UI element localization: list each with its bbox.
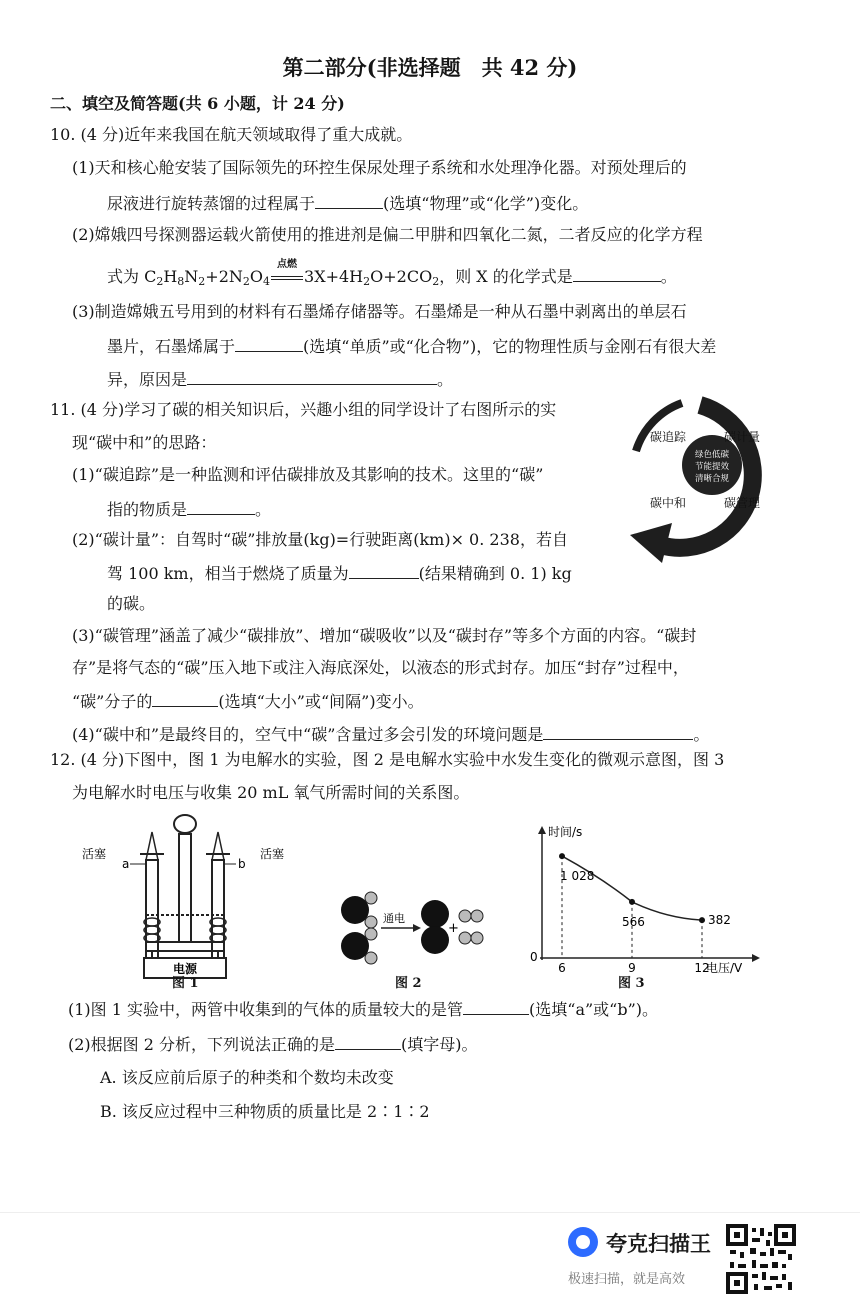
chemical-equation bbox=[107, 259, 677, 292]
eq-sub: 2 bbox=[198, 275, 206, 288]
eq-sub: 4 bbox=[263, 275, 271, 288]
plus-sign: + bbox=[448, 921, 459, 936]
eq-sub: 2 bbox=[156, 275, 164, 288]
reaction-condition: 点燃 bbox=[277, 259, 298, 270]
answer-blank[interactable] bbox=[235, 335, 303, 352]
eq-part: O bbox=[249, 267, 264, 286]
figure-1-electrolysis-apparatus bbox=[80, 810, 300, 990]
hydrogen-atom bbox=[471, 932, 483, 944]
center-text-1: 绿色低碳 bbox=[694, 450, 730, 460]
q10-p3-text-c: 异，原因是 bbox=[107, 370, 188, 389]
x-tick-label: 6 bbox=[558, 961, 566, 975]
center-text-2: 节能提效 bbox=[694, 462, 730, 472]
x-axis-arrow bbox=[752, 954, 760, 962]
q11-p4-text-b: 。 bbox=[693, 725, 710, 744]
funnel bbox=[174, 815, 196, 833]
tube-a-label: a bbox=[122, 857, 130, 871]
arrow-label: 通电 bbox=[383, 912, 405, 925]
page-title: 第二部分(非选择题 共 42 分) bbox=[282, 55, 578, 80]
hydrogen-atom bbox=[365, 928, 377, 940]
answer-blank[interactable] bbox=[349, 562, 419, 579]
q11-p2-text-a: 驾 100 km，相当于燃烧了质量为 bbox=[107, 564, 349, 583]
oxygen-atom bbox=[421, 900, 449, 928]
q11-p3-text-a: “碳”分子的 bbox=[72, 692, 153, 711]
answer-blank[interactable] bbox=[315, 192, 383, 209]
eq-sub: 8 bbox=[177, 275, 185, 288]
figure-1-caption: 图 1 bbox=[172, 976, 199, 991]
label-carbon-neutral: 碳中和 bbox=[650, 496, 687, 510]
oxygen-atom bbox=[341, 896, 369, 924]
stopcock-right-label: 活塞 bbox=[260, 847, 285, 861]
eq-part: 3X+4H bbox=[304, 267, 364, 286]
carbon-cycle-diagram bbox=[620, 395, 790, 565]
q11-p3-line1: (3)“碳管理”涵盖了减少“碳排放”、增加“碳吸收”以及“碳封存”等多个方面的内容。“碳封 bbox=[72, 626, 697, 645]
eq-sub: 2 bbox=[242, 275, 250, 288]
answer-blank[interactable] bbox=[187, 368, 437, 385]
center-text-3: 清晰合规 bbox=[694, 474, 730, 484]
middle-tube bbox=[179, 834, 191, 942]
eq-sub: 2 bbox=[432, 275, 440, 288]
q10-p1-line2 bbox=[107, 192, 588, 214]
q12-p2-text-b: (填字母)。 bbox=[401, 1035, 478, 1054]
option-a: A. 该反应前后原子的种类和个数均未改变 bbox=[100, 1068, 394, 1087]
q11-stem-line1: 11. (4 分)学习了碳的相关知识后，兴趣小组的同学设计了右图所示的实 bbox=[50, 400, 557, 419]
q11-p4-line1 bbox=[72, 723, 709, 745]
eq-sub: 2 bbox=[363, 275, 371, 288]
label-carbon-management: 碳管理 bbox=[724, 496, 761, 510]
hydrogen-atom bbox=[459, 932, 471, 944]
origin-label: 0 bbox=[530, 950, 538, 964]
label-carbon-tracking: 碳追踪 bbox=[650, 430, 687, 444]
logo-inner bbox=[576, 1235, 590, 1249]
eq-part: N bbox=[184, 267, 199, 286]
q11-p1-text-b: 。 bbox=[255, 500, 272, 519]
q11-p2-line2 bbox=[107, 562, 572, 584]
brand-name: 夸克扫描王 bbox=[606, 1232, 711, 1256]
section-heading: 二、填空及简答题(共 6 小题，计 24 分) bbox=[50, 94, 345, 113]
option-b: B. 该反应过程中三种物质的质量比是 2∶1∶2 bbox=[100, 1102, 430, 1121]
brand-slogan: 极速扫描，就是高效 bbox=[568, 1272, 686, 1287]
hydrogen-atom bbox=[459, 910, 471, 922]
data-point bbox=[629, 899, 635, 905]
footer-divider bbox=[0, 1212, 860, 1213]
tube-a-tip bbox=[146, 832, 158, 860]
label-carbon-metering: 碳计量 bbox=[724, 430, 761, 444]
answer-blank[interactable] bbox=[335, 1033, 401, 1050]
y-axis-label: 时间/s bbox=[548, 825, 583, 839]
figure-3-caption: 图 3 bbox=[618, 976, 645, 991]
figure-2-caption: 图 2 bbox=[395, 976, 422, 991]
quark-logo-icon bbox=[568, 1227, 598, 1257]
eq-part: 。 bbox=[660, 267, 677, 286]
hydrogen-atom bbox=[471, 910, 483, 922]
eq-part: ，则 X 的化学式是 bbox=[439, 267, 573, 286]
chart-marks bbox=[558, 853, 731, 975]
hydrogen-atom bbox=[365, 892, 377, 904]
q11-p1-line2 bbox=[107, 498, 271, 520]
equals-sign bbox=[271, 276, 303, 280]
q10-stem: 10. (4 分)近年来我国在航天领域取得了重大成就。 bbox=[50, 125, 413, 144]
q11-p2-line1: (2)“碳计量”：自驾时“碳”排放量(kg)=行驶距离(km)× 0. 238，若自 bbox=[72, 530, 568, 549]
q10-p3-line2 bbox=[107, 335, 716, 357]
q10-p3-line1: (3)制造嫦娥五号用到的材料有石墨烯存储器等。石墨烯是一种从石墨中剥离出的单层石 bbox=[72, 302, 687, 321]
q11-p3-line3 bbox=[72, 690, 424, 712]
data-label: 382 bbox=[708, 913, 731, 928]
stopcock-left-label: 活塞 bbox=[82, 847, 107, 861]
figure-2-molecular-diagram bbox=[335, 880, 500, 970]
data-point bbox=[699, 917, 705, 923]
oxygen-atom bbox=[341, 932, 369, 960]
q10-p3-text-a: 墨片，石墨烯属于 bbox=[107, 337, 236, 356]
x-tick-label: 12 bbox=[694, 961, 710, 975]
data-label: 1 028 bbox=[560, 869, 595, 884]
tube-a bbox=[146, 860, 158, 965]
figure-3-voltage-time-chart bbox=[520, 820, 765, 980]
answer-blank[interactable] bbox=[152, 690, 218, 707]
eq-part: 式为 C bbox=[107, 267, 157, 286]
q11-stem-line2: 现“碳中和”的思路： bbox=[72, 433, 217, 452]
x-tick-label: 9 bbox=[628, 961, 636, 975]
reaction-arrow bbox=[270, 259, 304, 287]
q12-p1-text-b: (选填“a”或“b”)。 bbox=[529, 1000, 659, 1019]
q11-p4-text-a: (4)“碳中和”是最终目的，空气中“碳”含量过多会引发的环境问题是 bbox=[72, 725, 544, 744]
y-axis-arrow bbox=[538, 826, 546, 834]
tube-b bbox=[212, 860, 224, 965]
answer-blank[interactable] bbox=[463, 998, 529, 1015]
q12-p2 bbox=[68, 1033, 478, 1055]
eq-part: O+2CO bbox=[370, 267, 433, 286]
eq-part: H bbox=[163, 267, 178, 286]
q10-p3-text-d: 。 bbox=[437, 370, 454, 389]
q11-p1-line1: (1)“碳追踪”是一种监测和评估碳排放及其影响的技术。这里的“碳” bbox=[72, 465, 544, 484]
qr-code-icon[interactable] bbox=[726, 1224, 796, 1294]
x-axis-label: 电压/V bbox=[706, 961, 743, 975]
q10-p3-line3 bbox=[107, 368, 453, 390]
oxygen-atom bbox=[421, 926, 449, 954]
tube-b-tip bbox=[212, 832, 224, 860]
q10-p1-text-b: (选填“物理”或“化学”)变化。 bbox=[383, 194, 589, 213]
answer-blank[interactable] bbox=[543, 723, 693, 740]
answer-blank[interactable] bbox=[573, 265, 661, 282]
q12-p1-text-a: (1)图 1 实验中，两管中收集到的气体的质量较大的是管 bbox=[68, 1000, 464, 1019]
q11-p2-text-b: (结果精确到 0. 1) kg bbox=[418, 564, 572, 583]
q12-p1 bbox=[68, 998, 658, 1020]
power-supply-label: 电源 bbox=[172, 962, 198, 976]
tube-b-label: b bbox=[238, 857, 246, 871]
q11-p2-line3: 的碳。 bbox=[107, 594, 156, 613]
q10-p2-line1: (2)嫦娥四号探测器运载火箭使用的推进剂是偏二甲肼和四氧化二氮，二者反应的化学方程 bbox=[72, 225, 703, 244]
q12-stem-line2: 为电解水时电压与收集 20 mL 氧气所需时间的关系图。 bbox=[72, 783, 470, 802]
q10-p3-text-b: (选填“单质”或“化合物”)，它的物理性质与金刚石有很大差 bbox=[303, 337, 717, 356]
q11-p3-line2: 存”是将气态的“碳”压入地下或注入海底深处，以液态的形式封存。加压“封存”过程中， bbox=[72, 658, 689, 677]
q12-p2-text-a: (2)根据图 2 分析，下列说法正确的是 bbox=[68, 1035, 336, 1054]
hydrogen-atom bbox=[365, 952, 377, 964]
reaction-arrow-head bbox=[413, 924, 421, 932]
q10-p1-line1: (1)天和核心舱安装了国际领先的环控生保尿处理子系统和水处理净化器。对预处理后的 bbox=[72, 158, 687, 177]
data-label: 566 bbox=[622, 914, 645, 929]
answer-blank[interactable] bbox=[187, 498, 255, 515]
data-point bbox=[559, 853, 565, 859]
eq-part: +2N bbox=[205, 267, 243, 286]
q11-p3-text-b: (选填“大小”或“间隔”)变小。 bbox=[218, 692, 424, 711]
q10-p1-text-a: 尿液进行旋转蒸馏的过程属于 bbox=[107, 194, 316, 213]
hydrogen-atom bbox=[365, 916, 377, 928]
cycle-arrowhead bbox=[630, 523, 672, 563]
q12-stem-line1: 12. (4 分)下图中，图 1 为电解水的实验，图 2 是电解水实验中水发生变化的微观示意图，图 3 bbox=[50, 750, 725, 769]
q11-p1-text-a: 指的物质是 bbox=[107, 500, 188, 519]
